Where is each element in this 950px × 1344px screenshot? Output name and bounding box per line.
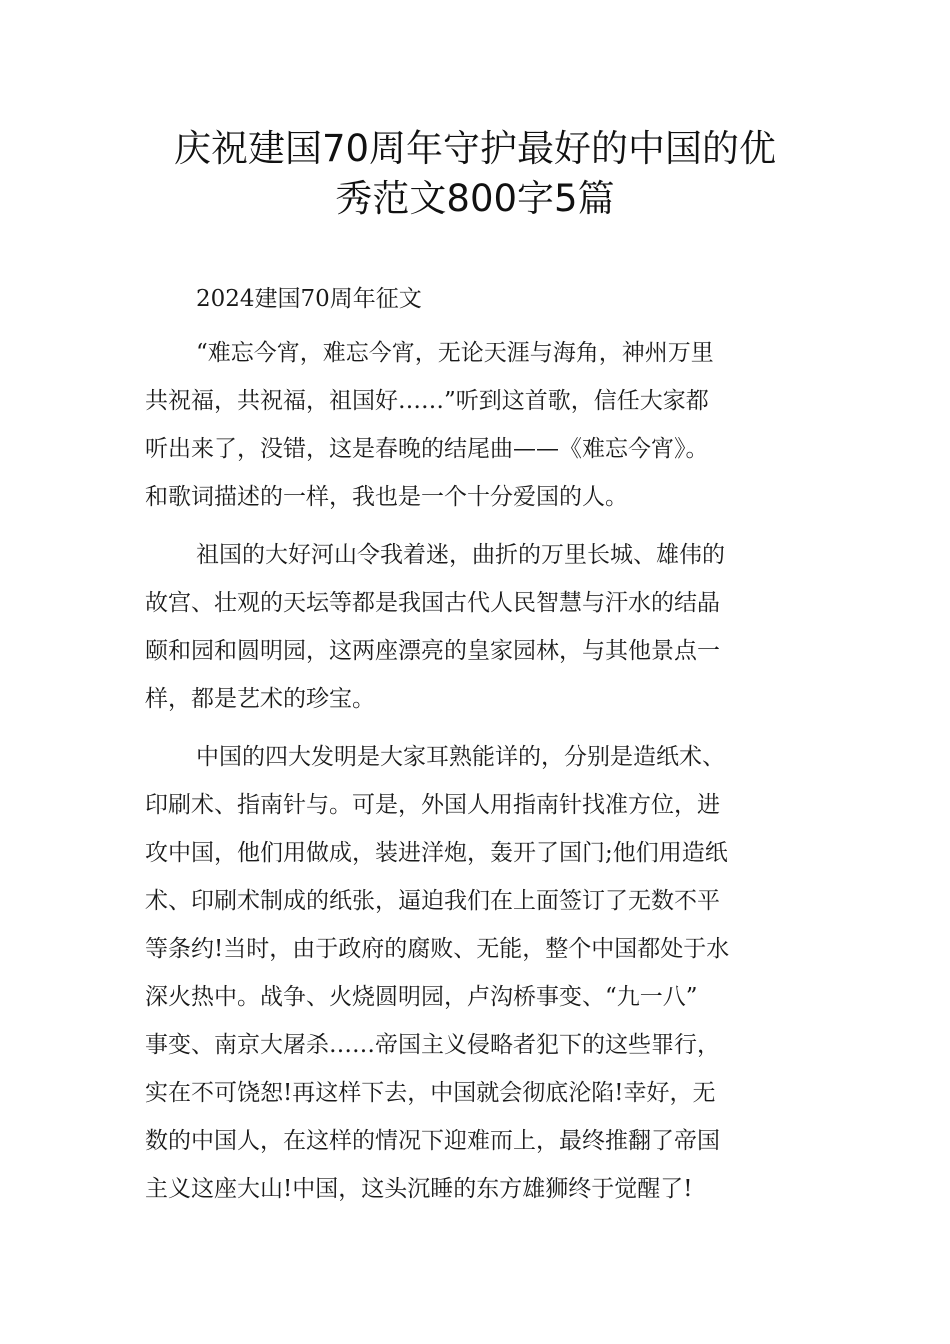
paragraph-line: 数的中国人，在这样的情况下迎难而上，最终推翻了帝国 [145,1128,720,1154]
document-body [145,329,810,1213]
paragraph-line: 事变、南京大屠杀……帝国主义侵略者犯下的这些罪行， [145,1032,720,1058]
paragraph-line: 深火热中。战争、火烧圆明园，卢沟桥事变、“九一八” [145,984,698,1010]
paragraph-line: “难忘今宵，难忘今宵，无论天涯与海角，神州万里 [196,340,714,366]
paragraph-line: 和歌词描述的一样，我也是一个十分爱国的人。 [145,484,628,510]
paragraph-line: 共祝福，共祝福，祖国好……”听到这首歌，信任大家都 [145,388,709,414]
paragraph-line: 颐和园和圆明园，这两座漂亮的皇家园林，与其他景点一 [145,638,720,664]
paragraph-line: 主义这座大山!中国，这头沉睡的东方雄狮终于觉醒了! [145,1176,693,1202]
paragraph-line: 中国的四大发明是大家耳熟能详的，分别是造纸术、 [196,744,725,770]
document-title [100,124,850,224]
document-subtitle: 2024建国70周年征文 [196,286,422,312]
paragraph-line: 祖国的大好河山令我着迷，曲折的万里长城、雄伟的 [196,542,725,568]
title-line: 秀范文800字5篇 [335,177,615,220]
paragraph-line: 听出来了，没错，这是春晚的结尾曲——《难忘今宵》。 [145,436,709,462]
paragraph-line: 样，都是艺术的珍宝。 [145,686,375,712]
paragraph [145,329,810,521]
paragraph-line: 攻中国，他们用做成，装进洋炮，轰开了国门;他们用造纸 [145,840,728,866]
title-line: 庆祝建国70周年守护最好的中国的优 [173,127,777,170]
paragraph-line: 故宫、壮观的天坛等都是我国古代人民智慧与汗水的结晶 [145,590,720,616]
paragraph-line: 实在不可饶恕!再这样下去，中国就会彻底沦陷!幸好，无 [145,1080,716,1106]
paragraph-line: 等条约!当时，由于政府的腐败、无能，整个中国都处于水 [145,936,730,962]
paragraph [145,733,810,1213]
paragraph [145,531,810,723]
paragraph-line: 术、印刷术制成的纸张，逼迫我们在上面签订了无数不平 [145,888,720,914]
paragraph-line: 印刷术、指南针与。可是，外国人用指南针找准方位，进 [145,792,720,818]
